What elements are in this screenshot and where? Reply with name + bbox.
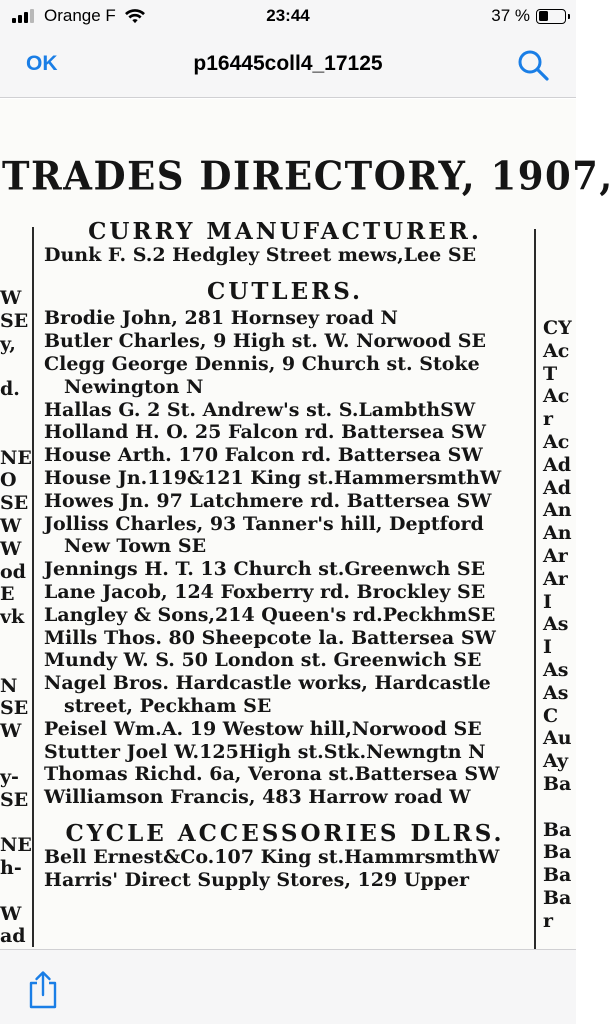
margin-fragment: r xyxy=(543,408,554,431)
margin-fragment: Ac xyxy=(543,385,570,408)
margin-fragment: T xyxy=(543,362,558,385)
margin-fragment xyxy=(0,355,30,378)
margin-fragment xyxy=(543,796,583,819)
clock: 23:44 xyxy=(266,6,310,25)
directory-entry: Stutter Joel W.125High st.Stk.Newngtn N xyxy=(44,740,486,763)
margin-fragment: h- xyxy=(0,856,22,879)
margin-fragment: W xyxy=(0,902,22,925)
margin-fragment: W xyxy=(0,514,22,537)
margin-fragment: d. xyxy=(0,378,20,401)
margin-fragment: W xyxy=(0,720,22,743)
directory-entry: Holland H. O. 25 Falcon rd. Battersea SW xyxy=(44,421,486,444)
directory-entry: Langley & Sons,214 Queen's rd.PeckhmSE xyxy=(44,603,496,626)
margin-fragment xyxy=(0,401,30,424)
margin-fragment: O xyxy=(0,469,17,492)
directory-entry-continuation: Newington N xyxy=(64,375,204,398)
margin-fragment: W xyxy=(0,537,22,560)
margin-fragment xyxy=(0,629,30,652)
directory-entry: Thomas Richd. 6a, Verona st.Battersea SW xyxy=(44,763,500,786)
directory-entry-continuation: street, Peckham SE xyxy=(64,694,272,717)
directory-entry: Howes Jn. 97 Latchmere rd. Battersea SW xyxy=(44,489,492,512)
margin-fragment: An xyxy=(543,499,572,522)
margin-fragment: SE xyxy=(0,309,29,332)
directory-entry: Clegg George Dennis, 9 Church st. Stoke xyxy=(44,352,480,375)
status-bar xyxy=(0,0,576,34)
carrier-label: Orange F xyxy=(44,6,116,25)
document-heading: TRADES DIRECTORY, 1907, xyxy=(2,152,614,200)
directory-entry: Harris' Direct Supply Stores, 129 Upper xyxy=(44,868,470,891)
status-right xyxy=(491,6,566,26)
ok-button[interactable]: OK xyxy=(26,52,58,75)
directory-column xyxy=(38,218,532,891)
margin-fragment: Ad xyxy=(543,453,572,476)
margin-fragment: Ay xyxy=(543,750,569,773)
margin-fragment xyxy=(0,652,30,675)
margin-fragment: SE xyxy=(0,788,29,811)
margin-fragment: Ba xyxy=(543,841,572,864)
margin-fragment: Ar xyxy=(543,567,568,590)
directory-entry: Williamson Francis, 483 Harrow road W xyxy=(44,786,471,809)
margin-fragment: Ba xyxy=(543,772,572,795)
margin-fragment: NE xyxy=(0,834,32,857)
directory-entry: Lane Jacob, 124 Foxberry rd. Brockley SE xyxy=(44,580,486,603)
margin-fragment: Ad xyxy=(543,476,572,499)
margin-fragment: W xyxy=(0,287,22,309)
directory-entry: Mundy W. S. 50 London st. Greenwich SE xyxy=(44,649,482,672)
section-title: CYCLE ACCESSORIES DLRS. xyxy=(65,819,505,847)
margin-fragment: Ba xyxy=(543,864,572,887)
margin-fragment xyxy=(0,880,30,903)
directory-entry: Peisel Wm.A. 19 Westow hill,Norwood SE xyxy=(44,717,482,740)
section-title: CURRY MANUFACTURER. xyxy=(88,218,482,245)
margin-fragment xyxy=(0,743,30,766)
directory-entry: Jolliss Charles, 93 Tanner's hill, Deptford xyxy=(44,512,484,535)
margin-fragment: r xyxy=(543,909,554,932)
directory-entry: Brodie John, 281 Hornsey road N xyxy=(44,307,398,330)
battery-percent: 37 % xyxy=(491,6,530,25)
margin-fragment: Au xyxy=(543,727,572,750)
search-icon[interactable] xyxy=(516,48,550,82)
margin-fragment: od xyxy=(0,560,26,583)
directory-entry: Jennings H. T. 13 Church st.Greenwch SE xyxy=(44,558,486,581)
margin-fragment: NE xyxy=(0,446,32,469)
margin-fragment: I xyxy=(543,590,552,613)
margin-fragment xyxy=(0,424,30,447)
column-rule-right xyxy=(534,229,536,949)
margin-fragment: vk xyxy=(0,606,25,629)
margin-fragment: SE xyxy=(0,492,29,515)
margin-fragment: Ac xyxy=(543,430,570,453)
directory-entry: Dunk F. S.2 Hedgley Street mews,Lee SE xyxy=(44,243,477,266)
margin-fragment xyxy=(0,811,30,834)
battery-icon xyxy=(536,9,566,24)
margin-fragment: As xyxy=(543,658,569,681)
directory-entry: House Arth. 170 Falcon rd. Battersea SW xyxy=(44,444,483,467)
margin-fragment: An xyxy=(543,522,572,545)
left-margin-column xyxy=(0,287,30,994)
margin-fragment: y, xyxy=(0,332,16,355)
directory-entry: House Jn.119&121 King st.HammersmthW xyxy=(44,466,502,489)
margin-fragment: Ba xyxy=(543,886,572,909)
bottom-toolbar xyxy=(0,949,576,1024)
margin-fragment: N xyxy=(0,674,18,697)
page-title: p16445coll4_17125 xyxy=(193,52,383,75)
directory-entry: Nagel Bros. Hardcastle works, Hardcastle xyxy=(44,672,491,695)
margin-fragment: Ar xyxy=(543,544,568,567)
margin-fragment: As xyxy=(543,613,569,636)
directory-entry: Mills Thos. 80 Sheepcote la. Battersea SW xyxy=(44,626,496,649)
battery-fill xyxy=(539,11,548,21)
column-rule-left xyxy=(32,227,34,947)
margin-fragment: C xyxy=(543,704,559,727)
margin-fragment: I xyxy=(543,636,552,659)
directory-entry-continuation: New Town SE xyxy=(64,535,207,558)
navigation-bar xyxy=(0,34,576,98)
directory-entry: Hallas G. 2 St. Andrew's st. S.LambthSW xyxy=(44,398,476,421)
margin-fragment: E xyxy=(0,583,15,606)
right-margin-column xyxy=(543,317,583,933)
margin-fragment: SE xyxy=(0,697,29,720)
section-title: CUTLERS. xyxy=(206,277,364,305)
margin-fragment: Ba xyxy=(543,818,572,841)
margin-fragment: CY xyxy=(543,317,572,339)
margin-fragment: ad xyxy=(0,925,26,948)
directory-entry: Butler Charles, 9 High st. W. Norwood SE xyxy=(44,330,486,353)
margin-fragment: Ac xyxy=(543,339,570,362)
directory-entry: Bell Ernest&Co.107 King st.HammrsmthW xyxy=(44,845,500,868)
margin-fragment: y- xyxy=(0,765,19,788)
share-icon[interactable] xyxy=(26,970,60,1010)
document-view[interactable] xyxy=(0,99,614,949)
margin-fragment: As xyxy=(543,681,569,704)
